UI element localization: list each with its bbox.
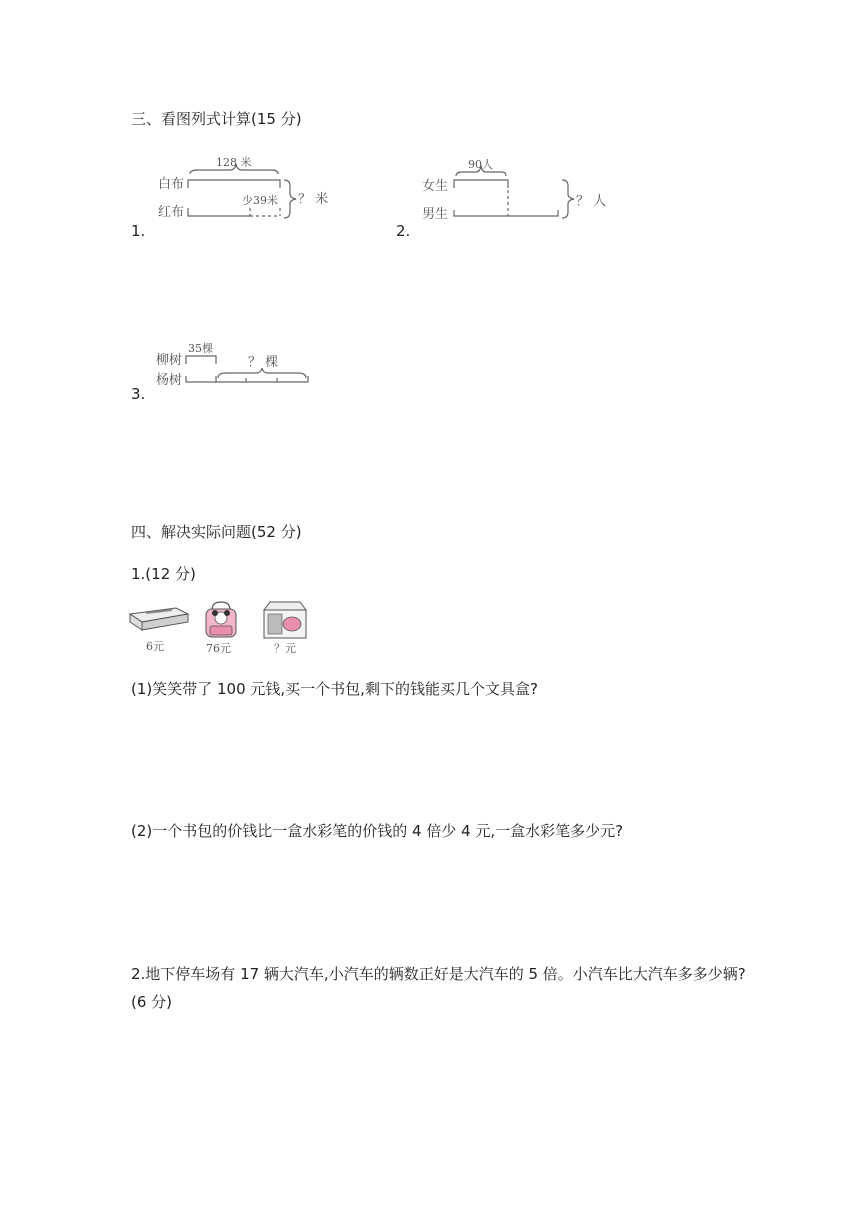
q2-question: ？ 人 [576,194,607,209]
q2-top-segment [454,180,508,188]
q1-less-value: 少39米 [242,194,278,207]
q1-number: 1. [131,222,146,240]
q2-bottom-segment [454,210,558,216]
q3-label-top: 柳树 [156,353,183,368]
q2-line-diagram [416,150,616,230]
q3-ticks [216,376,277,382]
watercolor-pens-icon [128,600,190,658]
item-price-3: ？元 [274,642,296,655]
item-price-1: 6元 [146,640,164,653]
section3-heading: 三、看图列式计算(15 分) [131,110,302,128]
q3-top-segment [186,356,216,364]
q1-right-brace [284,180,296,218]
q2-number: 2. [396,222,411,240]
q2-label-bottom: 男生 [422,207,449,222]
q1-dashed-part [250,208,280,216]
q1-top-value: 128 米 [216,156,252,169]
stationery-box-icon [258,600,310,658]
q3-line-diagram [152,336,332,392]
q1-top-segment [188,180,280,188]
s4-q2-text: 2.地下停车场有 17 辆大汽车,小汽车的辆数正好是大汽车的 5 倍。小汽车比大汽车多多少辆?(6 分) [131,965,746,1011]
q1-question: ？ 米 [298,192,329,207]
q2-right-brace [562,180,574,218]
q1-label-top: 白布 [158,177,185,192]
q3-label-bottom: 杨树 [156,373,183,388]
q3-number: 3. [131,385,146,403]
q3-top-value: 35棵 [188,342,213,355]
q3-question: ？ 棵 [248,355,279,370]
q2-top-value: 90人 [468,158,493,171]
schoolbag-icon [198,600,244,658]
q1-bottom-segment [188,208,250,216]
s4-q1-title: 1.(12 分) [131,565,196,583]
q3-bottom-segment [186,376,308,382]
q2-label-top: 女生 [422,179,449,194]
item-price-2: 76元 [206,642,231,655]
section4-heading: 四、解决实际问题(52 分) [131,523,302,541]
q1-label-bottom: 红布 [158,205,185,220]
q1-line-diagram [150,150,350,230]
s4-q1-sub1: (1)笑笑带了 100 元钱,买一个书包,剩下的钱能买几个文具盒? [131,680,538,698]
s4-q1-sub2: (2)一个书包的价钱比一盒水彩笔的价钱的 4 倍少 4 元,一盒水彩笔多少元? [131,822,624,840]
